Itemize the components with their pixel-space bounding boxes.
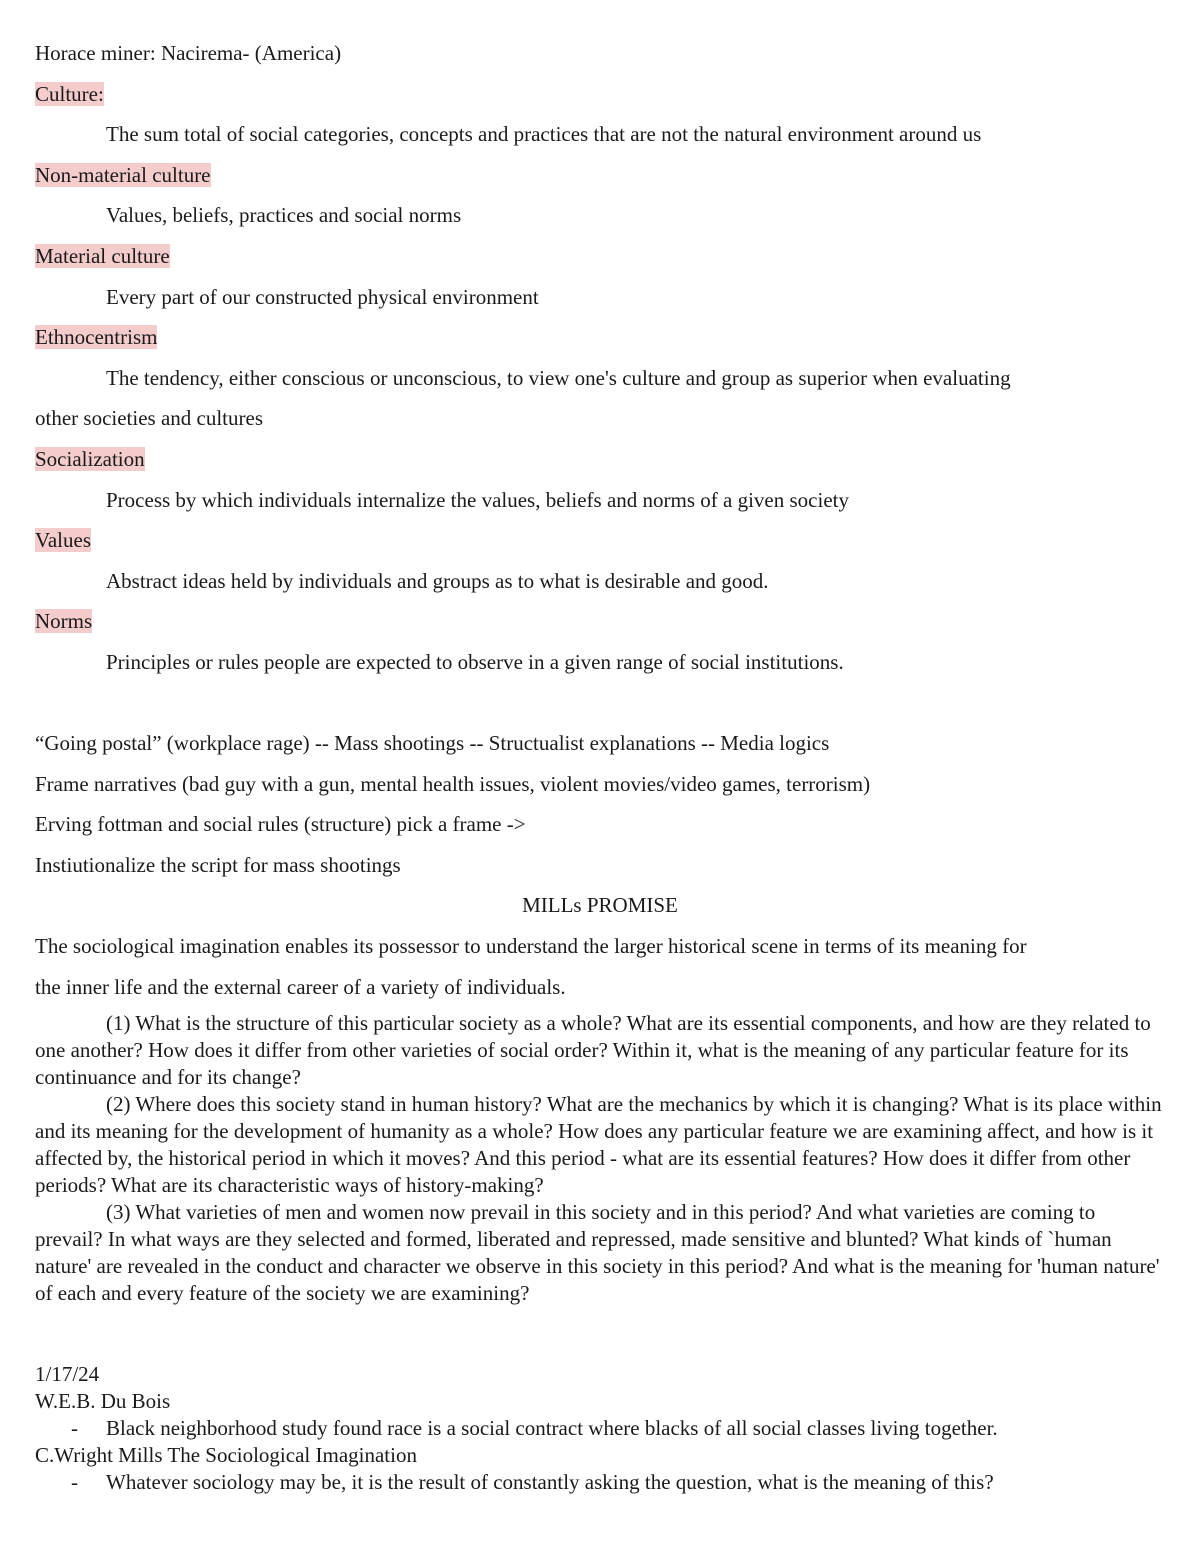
blank-line xyxy=(35,683,1165,724)
dated-section xyxy=(35,1361,1165,1496)
mills-questions xyxy=(35,1010,1165,1307)
note-line: Erving fottman and social rules (structure) pick a frame -> xyxy=(35,812,526,837)
glossary-definition-continued: other societies and cultures xyxy=(35,406,264,431)
glossary-term: Material culture xyxy=(35,243,170,268)
glossary-term: Culture: xyxy=(35,81,104,106)
glossary-entry xyxy=(35,439,1165,520)
note-line: “Going postal” (workplace rage) -- Mass shootings -- Structualist explanations -- Media logics xyxy=(35,731,830,756)
bullet-item xyxy=(35,1469,1165,1496)
section-date: 1/17/24 xyxy=(35,1362,100,1387)
glossary-term: Ethnocentrism xyxy=(35,325,158,350)
glossary-definition: Process by which individuals internalize the values, beliefs and norms of a given society xyxy=(106,487,849,512)
glossary-entry xyxy=(35,601,1165,682)
note-line: Instiutionalize the script for mass shootings xyxy=(35,852,401,877)
glossary-definition: Values, beliefs, practices and social norms xyxy=(106,203,462,228)
glossary-definition: Principles or rules people are expected to observe in a given range of social institutions. xyxy=(106,649,844,674)
glossary-entry xyxy=(35,520,1165,601)
glossary-definition: Abstract ideas held by individuals and groups as to what is desirable and good. xyxy=(106,568,769,593)
section-title: MILLs PROMISE xyxy=(522,893,678,918)
glossary-definition: Every part of our constructed physical environment xyxy=(106,284,539,309)
bullet-text: Whatever sociology may be, it is the result of constantly asking the question, what is the meaning of this? xyxy=(106,1470,994,1495)
mills-question: (3) What varieties of men and women now prevail in this society and in this period? And what varieties are coming to prevail? In what ways are they selected and formed, liberated and repressed, made sensitive and blunted? What kinds of `human nature' are revealed in the conduct and character we observe in this society in this period? And what is the meaning for 'human nature' of each and every feature of the society we are examining? xyxy=(35,1200,1160,1306)
bullet-text: Black neighborhood study found race is a social contract where blacks of all social classes living together. xyxy=(106,1416,998,1441)
bullet-dash: - xyxy=(71,1470,78,1495)
blank-gap xyxy=(35,1307,1165,1361)
header-line: Horace miner: Nacirema- (America) xyxy=(35,41,342,65)
notes xyxy=(35,723,1165,885)
glossary-term: Norms xyxy=(35,609,93,634)
mills-intro-continued: the inner life and the external career of a variety of individuals. xyxy=(35,974,566,999)
glossary-entry xyxy=(35,236,1165,317)
note-line: Frame narratives (bad guy with a gun, mental health issues, violent movies/video games, terrorism) xyxy=(35,771,871,796)
mills-question: (1) What is the structure of this particular society as a whole? What are its essential components, and how are they related to one another? How does it differ from other varieties of social order? Within it, what is the meaning of any particular feature for its continuance and for its change? xyxy=(35,1011,1151,1090)
mills-section xyxy=(35,885,1165,1307)
glossary-entry xyxy=(35,317,1165,439)
bullet-dash: - xyxy=(71,1416,78,1441)
glossary-entry xyxy=(35,74,1165,155)
glossary-term: Values xyxy=(35,528,91,553)
bullet-item xyxy=(35,1415,1165,1442)
entry-name: W.E.B. Du Bois xyxy=(35,1389,171,1414)
glossary xyxy=(35,74,1165,683)
glossary-entry xyxy=(35,155,1165,236)
mills-intro: The sociological imagination enables its possessor to understand the larger historical scene in terms of its meaning for xyxy=(35,934,1027,959)
mills-question: (2) Where does this society stand in human history? What are the mechanics by which it is changing? What is its place within and its meaning for the development of humanity as a whole? How does any particular feature we are examining affect, and how is it affected by, the historical period in which it moves? And this period - what are its essential features? How does it differ from other periods? What are its characteristic ways of history-making? xyxy=(35,1092,1162,1198)
document-body xyxy=(35,33,1165,1496)
glossary-definition: The tendency, either conscious or unconscious, to view one's culture and group as superior when evaluating xyxy=(106,365,1011,390)
glossary-term: Non-material culture xyxy=(35,162,211,187)
glossary-term: Socialization xyxy=(35,446,145,471)
glossary-definition: The sum total of social categories, concepts and practices that are not the natural environment around us xyxy=(106,122,982,147)
entry-name: C.Wright Mills The Sociological Imagination xyxy=(35,1443,417,1468)
